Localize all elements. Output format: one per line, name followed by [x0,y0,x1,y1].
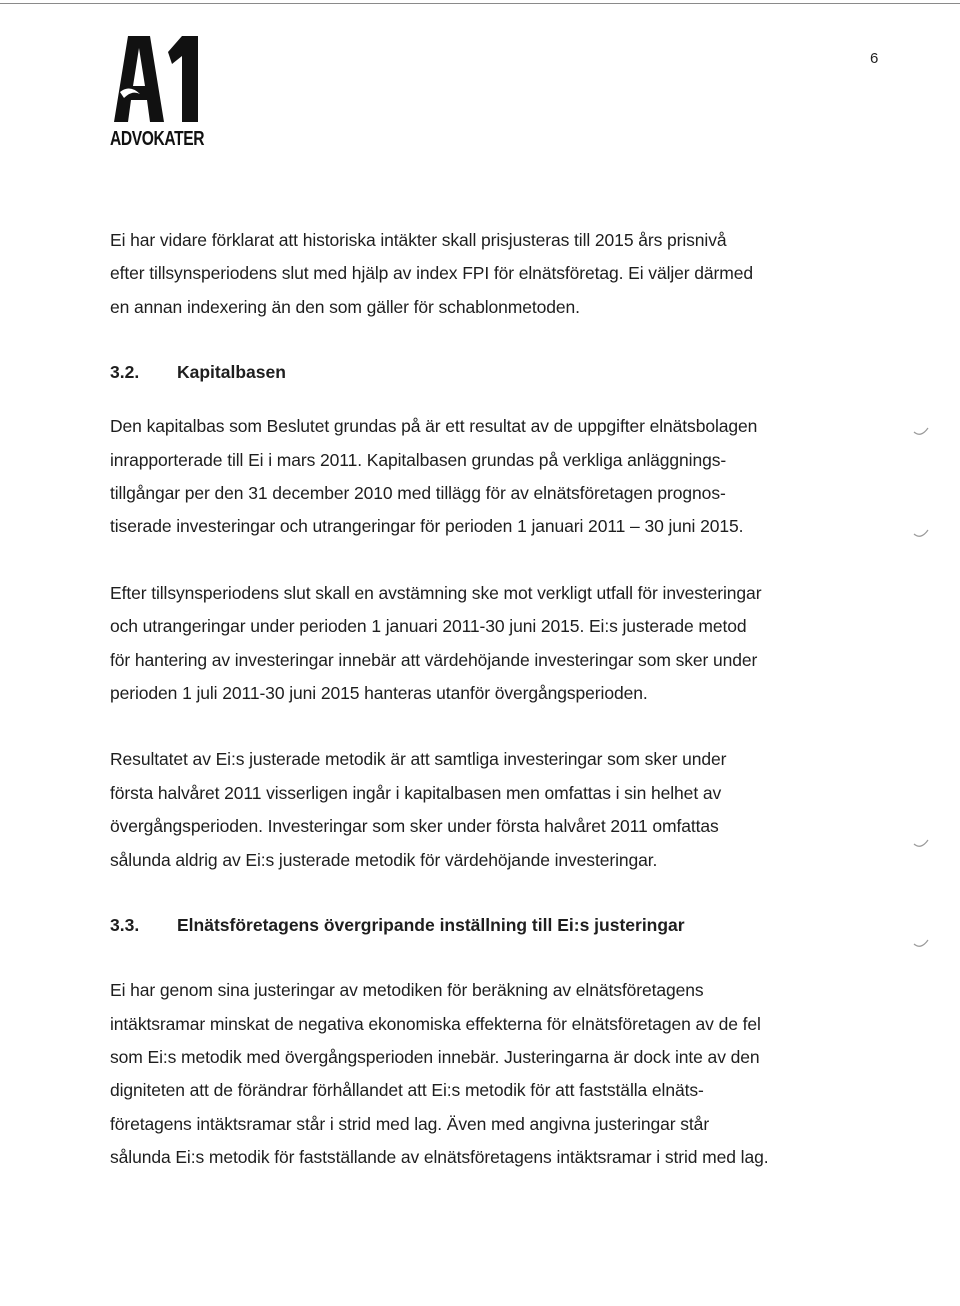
section-number: 3.3. [110,915,140,936]
text-line: Resultatet av Ei:s justerade metodik är att samtliga investeringar som sker under [110,749,727,770]
punch-hole-mark-icon [912,936,930,950]
paragraph-result [110,743,860,877]
document-body [110,224,860,1175]
text-line: som Ei:s metodik med övergångsperioden innebär. Justeringarna är dock inte av den [110,1046,760,1067]
paragraph-index-adjustment [110,224,860,324]
paragraph-reconciliation [110,577,860,711]
text-line: tillgångar per den 31 december 2010 med tillägg för av elnätsföretagen prognos- [110,483,726,504]
punch-hole-mark-icon [912,424,930,438]
section-title: Kapitalbasen [177,362,286,383]
text-line: Ei har genom sina justeringar av metodiken för beräkning av elnätsföretagens [110,980,704,1001]
section-heading-3-3 [110,909,860,942]
a1-logo-mark-icon [110,30,210,130]
text-line: inrapporterade till Ei i mars 2011. Kapitalbasen grundas på verkliga anläggnings- [110,449,727,470]
text-line: för hantering av investeringar innebär att värdehöjande investeringar som sker under [110,649,758,670]
text-line: Ei har vidare förklarat att historiska intäkter skall prisjusteras till 2015 års prisnivå [110,230,727,250]
text-line: efter tillsynsperiodens slut med hjälp av index FPI för elnätsföretag. Ei väljer därmed [110,263,754,284]
text-line: första halvåret 2011 visserligen ingår i kapitalbasen men omfattas i sin helhet av [110,782,722,803]
paragraph-capital-base [110,410,860,544]
text-line: digniteten att de förändrar förhållandet att Ei:s metodik för att fastställa elnäts- [110,1080,704,1101]
text-line: företagens intäktsramar står i strid med lag. Även med angivna justeringar står [110,1113,710,1134]
text-line: en annan indexering än den som gäller för schablonmetoden. [110,296,580,317]
text-line: sålunda aldrig av Ei:s justerade metodik för värdehöjande investeringar. [110,849,658,870]
text-line: tiserade investeringar och utrangeringar för perioden 1 januari 2011 – 30 juni 2015. [110,516,744,537]
text-line: övergångsperioden. Investeringar som sker under första halvåret 2011 omfattas [110,816,719,837]
scan-edge-line [0,3,960,4]
punch-hole-mark-icon [912,526,930,540]
firm-logo-subtitle: ADVOKATER [110,128,205,150]
section-number: 3.2. [110,362,140,383]
text-line: Den kapitalbas som Beslutet grundas på är ett resultat av de uppgifter elnätsbolagen [110,416,758,437]
section-heading-3-2 [110,356,860,389]
text-line: sålunda Ei:s metodik för fastställande av elnätsföretagens intäktsramar i strid med lag. [110,1147,769,1168]
punch-hole-mark-icon [912,836,930,850]
page-number: 6 [870,50,879,67]
paragraph-overall-position [110,974,860,1174]
text-line: Efter tillsynsperiodens slut skall en avstämning ske mot verkligt utfall för investeringar [110,582,762,603]
text-line: och utrangeringar under perioden 1 januari 2011-30 juni 2015. Ei:s justerade metod [110,616,747,637]
text-line: perioden 1 juli 2011-30 juni 2015 hanteras utanför övergångsperioden. [110,683,648,704]
section-title: Elnätsföretagens övergripande inställning till Ei:s justeringar [177,915,685,936]
text-line: intäktsramar minskat de negativa ekonomiska effekterna för elnätsföretagen av de fel [110,1013,761,1034]
